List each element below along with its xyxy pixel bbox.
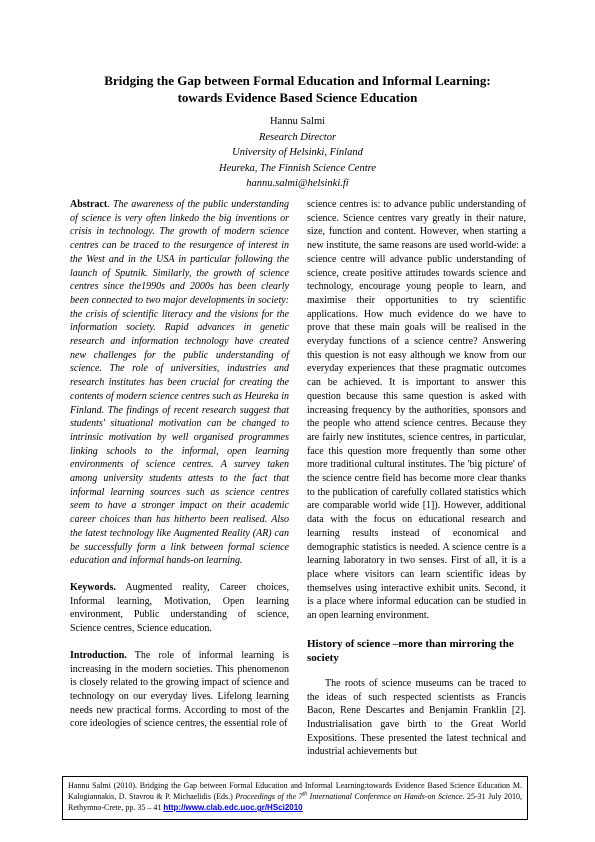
- footer-date-pages: 25-31 July 2010, Rethymno-Crete, pp. 35 – 41: [68, 792, 523, 812]
- footer-proceedings: [235, 792, 464, 801]
- footer-proceedings-b: International Conference on Hands-on Science.: [307, 792, 465, 801]
- introduction-text: The role of informal learning is increasing in the modern societies. This phenomenon is closely related to the growing impact of science and technology on our everyday lives. Lifelong learning needs new practical forms. According to most of the core ideologies of science centres, the essential role of: [70, 649, 289, 730]
- keywords-label: Keywords.: [70, 581, 116, 593]
- keywords-text: Augmented reality, Career choices, Informal learning, Motivation, Open learning environment, Public understanding of science, Science centres, Science education.: [70, 581, 289, 635]
- keywords: [70, 581, 289, 636]
- footer-proceedings-sup: th: [302, 791, 308, 798]
- title-line-2: towards Evidence Based Science Education: [177, 90, 418, 105]
- author-affiliation-1: University of Helsinki, Finland: [232, 147, 363, 158]
- footer-link[interactable]: http://www.clab.edc.uoc.gr/HSci2010: [163, 803, 303, 812]
- author-name: Hannu Salmi: [269, 116, 326, 127]
- left-column: [70, 198, 289, 731]
- footer-proceedings-a: Proceedings of the 7: [235, 792, 303, 801]
- abstract-label: Abstract: [70, 199, 108, 210]
- abstract: [70, 198, 289, 568]
- section-heading-history: History of science –more than mirroring the society: [307, 637, 514, 664]
- introduction-label: Introduction.: [70, 649, 127, 661]
- author-block: [70, 114, 525, 192]
- footer-citation-text: Hannu Salmi (2010). Bridging the Gap between Formal Education and Informal Learning:towards Evidence Based Science Education M. Kalogiannakis, D. Stavrou & P. Michaelidis (Eds.): [68, 781, 522, 801]
- body-paragraph-2: The roots of science museums can be traced to the ideas of such respected scientists as Francis Bacon, Rene Descartes and Benjamin Franklin [2]. Industrialisation gave birth to the Great World Expositions. These presented the latest technical and industrial achievements but: [307, 677, 526, 758]
- introduction: [70, 649, 289, 731]
- right-column: [307, 198, 526, 759]
- title-line-1: Bridging the Gap between Formal Education and Informal Learning:: [104, 73, 491, 88]
- citation-footer: [62, 776, 528, 820]
- abstract-text: . The awareness of the public understanding of science is very often linkedo the big inventions or crisis in technology. The growth of modern science centres can be traced to the resurgence of interest in the West and in the USA in particular following the launch of Sputnik. Similarly, the growth of science centres since the1990s and 2000s has been clearly been connected to two major developments in society: the crisis of scientific literacy and the visions for the information society. Rapid advances in genetic research and information technology have created new challenges for the public understanding of science. The role of universities, industries and research institutes has been crucial for creating the contents of modern science centres such as Heureka in Finland. The findings of recent research suggest that students' situational motivation can be changed to intrinsic motivation by well organised programmes linking schools to the informal, open learning environments of science centres. A survey taken among university students attests to the fact that informal learning sources such as science centres seem to have a stronger impact on their academic career choices than has hitherto been realised. Also the latest technology like Augmented Reality (AR) can be successfully form a link between formal science education and informal hands-on learning.: [70, 199, 289, 567]
- author-role: Research Director: [258, 131, 337, 143]
- author-affiliation-2: Heureka, The Finnish Science Centre: [219, 162, 376, 174]
- author-email: hannu.salmi@helsinki.fi: [246, 178, 349, 189]
- paper-title: [70, 72, 525, 106]
- body-paragraph-1: science centres is: to advance public understanding of science. Science centres vary greatly in their nature, size, function and content. However, when starting a new institute, the same reasons are used world-wide: a science centre will advance public understanding of science, create positive attitudes towards science and technology, encourage young people to learn, and maximise their opportunities to try scientific applications. How much evidence do we have to prove that these main goals will be realised in the everyday functions of a science centre? Answering this question is not easy although we know from our everyday experiences that these pragmatic outcomes can be achieved. It is important to answer this question because this same question is asked with increasing frequency by the authorities, sponsors and the people who attend science centres. Because they are fairly new institutes, science centres, in particular, face this question more frequently than some other more traditional cultural institutes. The 'big picture' of the science centre field has become more clear thanks to the publication of carefully collated statistics which are comparable world wide [1]). However, additional data with the focus on educational research and learning results instead of economical and demographic statistics is needed. A science centre is a learning laboratory in two senses. First of all, it is a place where visitors can learn scientific ideas by themselves using interactive exhibit units. Second, it is a place where informal education can be studied in an open learning environment.: [307, 199, 526, 622]
